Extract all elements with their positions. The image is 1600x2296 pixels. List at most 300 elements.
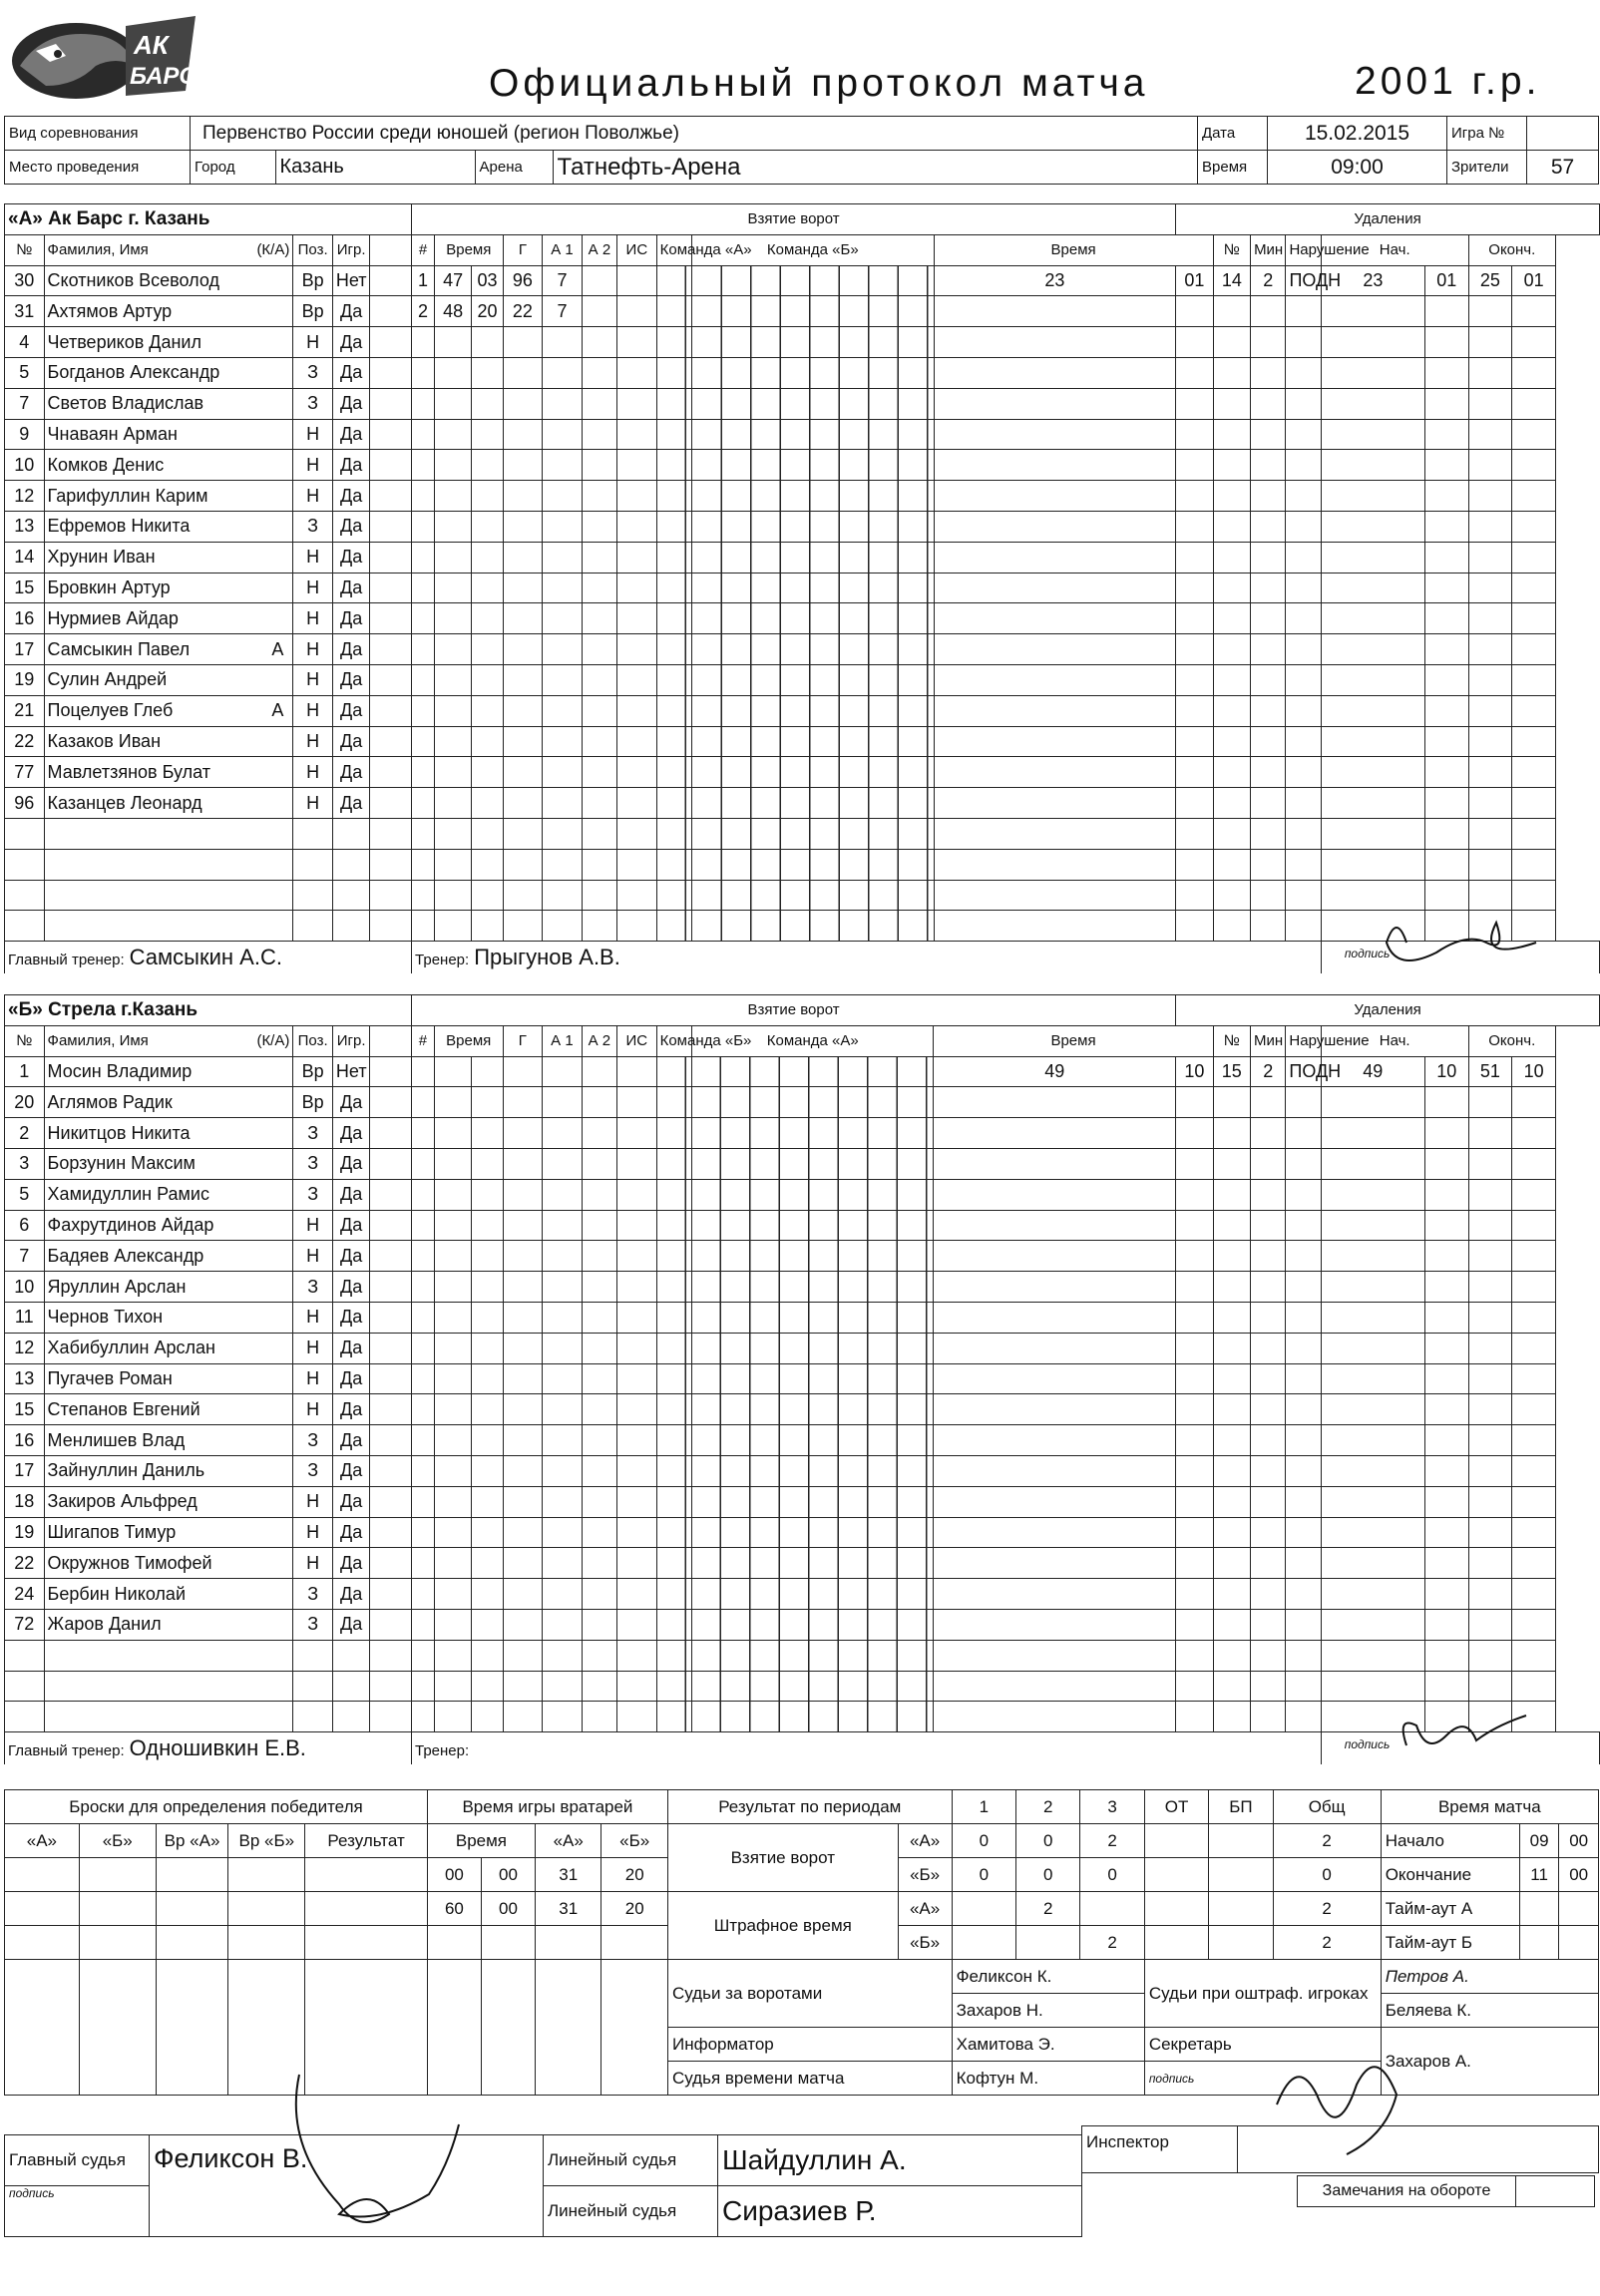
pen-end-min bbox=[1468, 695, 1512, 726]
pen-time-min bbox=[934, 450, 1176, 481]
goal-assist-2 bbox=[582, 296, 616, 327]
player-position: Н bbox=[293, 1363, 333, 1394]
goals-a-so bbox=[1209, 1824, 1273, 1858]
player-position: З bbox=[293, 1425, 333, 1456]
pen-start-min bbox=[1321, 1517, 1424, 1548]
player-position: Н bbox=[293, 1302, 333, 1333]
row-spacer bbox=[370, 1087, 412, 1118]
pen-minutes bbox=[1251, 481, 1286, 512]
player-played: Да bbox=[332, 388, 369, 419]
goal-seconds: 03 bbox=[472, 265, 503, 296]
player-row bbox=[5, 1517, 1600, 1548]
goal-assist-1 bbox=[543, 1579, 583, 1610]
pen-time-sec bbox=[1176, 849, 1213, 880]
goal-assist-1 bbox=[543, 634, 583, 665]
player-played: Да bbox=[332, 1333, 369, 1363]
team-other-grid bbox=[691, 1702, 934, 1732]
player-row bbox=[5, 788, 1600, 819]
player-number: 14 bbox=[5, 542, 45, 573]
goal-scorer bbox=[503, 1548, 543, 1579]
goal-minutes bbox=[434, 1118, 471, 1149]
pen-minutes bbox=[1251, 388, 1286, 419]
pen-end-sec bbox=[1512, 481, 1556, 512]
player-row bbox=[5, 1333, 1600, 1363]
col-play: Игр. bbox=[332, 1025, 369, 1056]
goal-assist-1 bbox=[543, 419, 583, 450]
player-played: Да bbox=[332, 1548, 369, 1579]
pen-player bbox=[1213, 1517, 1250, 1548]
goal-assist-2 bbox=[582, 1056, 616, 1087]
player-played bbox=[332, 818, 369, 849]
goal-assist-1 bbox=[543, 911, 583, 942]
player-played bbox=[332, 1640, 369, 1671]
player-played: Да bbox=[332, 634, 369, 665]
goal-seconds bbox=[472, 1148, 503, 1179]
pen-end-sec: 01 bbox=[1512, 265, 1556, 296]
row-spacer bbox=[370, 1517, 412, 1548]
player-row bbox=[5, 1394, 1600, 1425]
pen-end-sec bbox=[1512, 388, 1556, 419]
pen-violation bbox=[1286, 1425, 1321, 1456]
goal-scorer: 96 bbox=[503, 265, 543, 296]
pen-minutes bbox=[1251, 1394, 1286, 1425]
pen-time-min bbox=[934, 695, 1176, 726]
head-coach-cell bbox=[5, 1732, 412, 1765]
goal-situation bbox=[617, 726, 657, 757]
pen-start-min bbox=[1321, 419, 1424, 450]
player-position: Н bbox=[293, 573, 333, 603]
pen-start-sec bbox=[1424, 1241, 1468, 1272]
team-own-grid bbox=[656, 1486, 691, 1517]
goal-seconds bbox=[472, 481, 503, 512]
goal-seconds: 20 bbox=[472, 296, 503, 327]
pen-time-min bbox=[934, 757, 1176, 788]
player-row bbox=[5, 1671, 1600, 1702]
pen-player bbox=[1213, 1118, 1250, 1149]
row-spacer bbox=[370, 511, 412, 542]
goal-scorer bbox=[503, 1179, 543, 1210]
goal-number bbox=[412, 511, 435, 542]
goal-assist-2 bbox=[582, 511, 616, 542]
pen-time-min bbox=[934, 573, 1176, 603]
team-own-grid bbox=[656, 1148, 691, 1179]
player-played: Да bbox=[332, 1394, 369, 1425]
pen-time-sec bbox=[1176, 603, 1213, 634]
team-other-grid bbox=[691, 1486, 934, 1517]
goalie-row1-b: 20 bbox=[601, 1858, 668, 1892]
goal-assist-2 bbox=[582, 542, 616, 573]
pen-time-sec bbox=[1176, 818, 1213, 849]
goal-minutes bbox=[434, 1517, 471, 1548]
team-other-grid bbox=[692, 757, 935, 788]
pen-minutes bbox=[1251, 1486, 1286, 1517]
team-other-grid bbox=[692, 542, 935, 573]
pen-violation bbox=[1286, 1148, 1321, 1179]
player-played: Да bbox=[332, 1179, 369, 1210]
pen-player bbox=[1213, 573, 1250, 603]
pen-time-sec bbox=[1176, 1394, 1213, 1425]
team-own-grid bbox=[656, 419, 691, 450]
pen-time-sec bbox=[1176, 1241, 1213, 1272]
match-time-title: Время матча bbox=[1381, 1790, 1598, 1824]
goal-seconds bbox=[472, 1671, 503, 1702]
col-goal-scorer: Г bbox=[503, 1025, 543, 1056]
pen-violation bbox=[1286, 695, 1321, 726]
goal-number bbox=[412, 1702, 435, 1732]
col-pen-min: Мин bbox=[1251, 1025, 1286, 1056]
pen-start-min bbox=[1321, 726, 1424, 757]
player-row bbox=[5, 849, 1600, 880]
goal-minutes bbox=[434, 664, 471, 695]
pen-time-min bbox=[934, 603, 1176, 634]
row-spacer bbox=[370, 1302, 412, 1333]
pen-end-sec bbox=[1512, 695, 1556, 726]
pen-end-sec bbox=[1512, 603, 1556, 634]
player-played: Да bbox=[332, 511, 369, 542]
head-coach-label: Главный тренер: bbox=[8, 952, 125, 969]
player-name-text: Ефремов Никита bbox=[47, 516, 191, 537]
pen-start-min bbox=[1321, 327, 1424, 358]
goal-situation bbox=[617, 664, 657, 695]
pen-time-min bbox=[934, 1363, 1176, 1394]
game-number-value bbox=[1527, 117, 1599, 151]
row-spacer bbox=[370, 1394, 412, 1425]
pim-a-p2: 2 bbox=[1016, 1892, 1080, 1926]
player-number: 19 bbox=[5, 664, 45, 695]
player-number bbox=[5, 911, 45, 942]
pen-time-min bbox=[934, 1640, 1176, 1671]
pen-start-sec bbox=[1424, 1671, 1468, 1702]
pen-minutes bbox=[1251, 1302, 1286, 1333]
goal-seconds bbox=[472, 603, 503, 634]
pen-start-sec bbox=[1424, 1394, 1468, 1425]
team-other-grid bbox=[691, 1548, 934, 1579]
player-row bbox=[5, 911, 1600, 942]
col-pen-time: Время bbox=[934, 234, 1213, 265]
pen-time-sec bbox=[1176, 1702, 1213, 1732]
head-coach-value: Одношивкин Е.В. bbox=[129, 1735, 306, 1761]
player-row bbox=[5, 327, 1600, 358]
goals-a-p1: 0 bbox=[952, 1824, 1015, 1858]
player-number: 21 bbox=[5, 695, 45, 726]
player-position: Н bbox=[293, 419, 333, 450]
player-played: Да bbox=[332, 1087, 369, 1118]
pen-time-min bbox=[934, 1241, 1176, 1272]
pen-minutes bbox=[1251, 695, 1286, 726]
goal-assist-2 bbox=[582, 1179, 616, 1210]
team-own-grid bbox=[656, 1302, 691, 1333]
player-number: 2 bbox=[5, 1118, 45, 1149]
player-name bbox=[44, 634, 293, 665]
player-name-text: Жаров Данил bbox=[47, 1614, 162, 1635]
pen-start-sec bbox=[1424, 1087, 1468, 1118]
pen-violation bbox=[1286, 1609, 1321, 1640]
pen-end-min bbox=[1468, 603, 1512, 634]
goalie-a-header: «А» bbox=[535, 1824, 600, 1858]
pen-end-sec bbox=[1512, 911, 1556, 942]
pen-time-sec bbox=[1176, 1333, 1213, 1363]
pen-end-sec: 10 bbox=[1512, 1056, 1556, 1087]
pen-end-sec bbox=[1512, 1272, 1556, 1303]
goal-assist-2 bbox=[582, 1640, 616, 1671]
team-other-grid bbox=[692, 419, 935, 450]
inspector-label: Инспектор bbox=[1082, 2126, 1238, 2173]
col-pen-min: Мин bbox=[1251, 234, 1286, 265]
goalie-row2-ss: 00 bbox=[481, 1892, 535, 1926]
pen-start-min bbox=[1321, 1425, 1424, 1456]
player-name-text: Богданов Александр bbox=[47, 362, 220, 383]
pen-violation bbox=[1286, 664, 1321, 695]
goal-situation bbox=[617, 1517, 657, 1548]
pen-violation bbox=[1286, 1118, 1321, 1149]
goal-minutes bbox=[434, 1363, 471, 1394]
pen-minutes bbox=[1251, 419, 1286, 450]
pen-time-min bbox=[934, 911, 1176, 942]
goal-scorer bbox=[503, 1579, 543, 1610]
pen-end-sec bbox=[1512, 511, 1556, 542]
pen-time-sec bbox=[1176, 1455, 1213, 1486]
pen-start-min bbox=[1321, 1333, 1424, 1363]
pen-end-sec bbox=[1512, 1702, 1556, 1732]
player-name-text: Поцелуев Глеб bbox=[47, 700, 174, 721]
player-name bbox=[44, 1087, 293, 1118]
team-own-grid bbox=[656, 695, 691, 726]
pen-time-sec bbox=[1176, 726, 1213, 757]
arena-value: Татнефть-Арена bbox=[557, 153, 741, 181]
pen-end-sec bbox=[1512, 1425, 1556, 1456]
goal-situation bbox=[617, 1179, 657, 1210]
goal-minutes bbox=[434, 1302, 471, 1333]
goal-assist-1 bbox=[543, 1179, 583, 1210]
match-info-table bbox=[4, 116, 1599, 185]
signature-cell bbox=[1321, 942, 1599, 974]
player-name-text: Зайнуллин Даниль bbox=[47, 1460, 205, 1481]
goal-situation bbox=[617, 1118, 657, 1149]
team-own-grid bbox=[656, 1272, 691, 1303]
pen-start-sec bbox=[1424, 542, 1468, 573]
goal-assist-1 bbox=[543, 1363, 583, 1394]
pen-minutes bbox=[1251, 1425, 1286, 1456]
pen-time-min: 23 bbox=[934, 265, 1176, 296]
pen-player bbox=[1213, 1179, 1250, 1210]
team-own-grid bbox=[656, 327, 691, 358]
team-own-grid bbox=[656, 1517, 691, 1548]
goal-situation bbox=[617, 880, 657, 911]
player-number: 30 bbox=[5, 265, 45, 296]
goal-seconds bbox=[472, 1333, 503, 1363]
row-spacer bbox=[370, 757, 412, 788]
team-other-grid bbox=[691, 1579, 934, 1610]
goal-number bbox=[412, 1425, 435, 1456]
player-played: Да bbox=[332, 788, 369, 819]
pen-end-min bbox=[1468, 1702, 1512, 1732]
pen-end-sec bbox=[1512, 1333, 1556, 1363]
pen-time-sec: 01 bbox=[1176, 265, 1213, 296]
goal-scorer bbox=[503, 634, 543, 665]
player-name bbox=[44, 911, 293, 942]
player-name bbox=[44, 1394, 293, 1425]
row-spacer bbox=[370, 1702, 412, 1732]
player-name-text: Менлишев Влад bbox=[47, 1429, 186, 1450]
goal-assist-1 bbox=[543, 818, 583, 849]
goalie-row1-mm: 00 bbox=[427, 1858, 481, 1892]
pen-time-min bbox=[934, 1179, 1176, 1210]
player-name-text: Бадяев Александр bbox=[47, 1245, 204, 1266]
player-name bbox=[44, 1486, 293, 1517]
team-own-grid bbox=[656, 1394, 691, 1425]
pen-minutes bbox=[1251, 818, 1286, 849]
player-number bbox=[5, 1640, 45, 1671]
pen-minutes bbox=[1251, 849, 1286, 880]
team-other-grid bbox=[691, 1272, 934, 1303]
player-number: 24 bbox=[5, 1579, 45, 1610]
row-spacer bbox=[370, 542, 412, 573]
col-pos: Поз. bbox=[293, 1025, 333, 1056]
goal-minutes bbox=[434, 1609, 471, 1640]
goal-minutes bbox=[434, 1548, 471, 1579]
player-played bbox=[332, 1702, 369, 1732]
goals-b-so bbox=[1209, 1858, 1273, 1892]
goal-scorer bbox=[503, 1087, 543, 1118]
goal-scorer bbox=[503, 664, 543, 695]
pen-end-sec bbox=[1512, 327, 1556, 358]
city-label: Город bbox=[191, 151, 275, 184]
period-2-header: 2 bbox=[1016, 1790, 1080, 1824]
goal-situation bbox=[617, 296, 657, 327]
shootout-title: Броски для определения победителя bbox=[5, 1790, 428, 1824]
pim-b-label: «Б» bbox=[898, 1926, 952, 1960]
pen-end-sec bbox=[1512, 1087, 1556, 1118]
player-position: Н bbox=[293, 1210, 333, 1241]
goal-scorer bbox=[503, 542, 543, 573]
goal-scorer bbox=[503, 573, 543, 603]
pen-minutes bbox=[1251, 1609, 1286, 1640]
goal-number bbox=[412, 357, 435, 388]
pen-violation: ПОДН bbox=[1286, 265, 1321, 296]
pen-start-min bbox=[1321, 695, 1424, 726]
pen-time-min bbox=[934, 1486, 1176, 1517]
goal-situation bbox=[617, 911, 657, 942]
player-row bbox=[5, 542, 1600, 573]
goal-minutes bbox=[434, 388, 471, 419]
inspector-value bbox=[1238, 2126, 1599, 2173]
head-coach-label: Главный тренер: bbox=[8, 1742, 125, 1760]
goal-assist-2 bbox=[582, 1609, 616, 1640]
player-name bbox=[44, 1579, 293, 1610]
pen-start-min bbox=[1321, 1671, 1424, 1702]
pen-start-sec bbox=[1424, 634, 1468, 665]
player-name bbox=[44, 542, 293, 573]
player-name-text: Гарифуллин Карим bbox=[47, 485, 208, 506]
player-name bbox=[44, 880, 293, 911]
goal-scorer bbox=[503, 818, 543, 849]
goals-a-label: «А» bbox=[898, 1824, 952, 1858]
pen-minutes bbox=[1251, 634, 1286, 665]
goals-b-p1: 0 bbox=[952, 1858, 1015, 1892]
date-value: 15.02.2015 bbox=[1268, 117, 1447, 151]
pen-start-min bbox=[1321, 849, 1424, 880]
goal-situation bbox=[617, 481, 657, 512]
player-name bbox=[44, 1179, 293, 1210]
pen-end-sec bbox=[1512, 757, 1556, 788]
goal-scorer bbox=[503, 1702, 543, 1732]
pen-time-sec bbox=[1176, 542, 1213, 573]
pen-start-min bbox=[1321, 1087, 1424, 1118]
row-spacer bbox=[370, 1609, 412, 1640]
goal-situation bbox=[617, 1241, 657, 1272]
pen-start-sec bbox=[1424, 1702, 1468, 1732]
goal-assist-2 bbox=[582, 1148, 616, 1179]
goal-scorer bbox=[503, 511, 543, 542]
linesman-1-label: Линейный судья bbox=[544, 2135, 718, 2186]
pen-minutes bbox=[1251, 664, 1286, 695]
pen-minutes bbox=[1251, 757, 1286, 788]
col-pos: Поз. bbox=[293, 234, 333, 265]
player-name bbox=[44, 1671, 293, 1702]
pen-start-min bbox=[1321, 450, 1424, 481]
informer-value: Хамитова Э. bbox=[952, 2028, 1144, 2062]
goal-assist-2 bbox=[582, 1302, 616, 1333]
player-position: Н bbox=[293, 1548, 333, 1579]
pen-time-sec bbox=[1176, 911, 1213, 942]
player-row bbox=[5, 388, 1600, 419]
pen-start-min bbox=[1321, 1118, 1424, 1149]
pen-time-min bbox=[934, 634, 1176, 665]
pen-time-min bbox=[934, 1455, 1176, 1486]
pen-time-min bbox=[934, 481, 1176, 512]
player-row bbox=[5, 1118, 1600, 1149]
pen-end-min bbox=[1468, 1087, 1512, 1118]
team-own-grid bbox=[656, 1579, 691, 1610]
player-position bbox=[293, 818, 333, 849]
team-own-grid bbox=[656, 818, 691, 849]
pim-a-ot bbox=[1144, 1892, 1208, 1926]
player-played: Да bbox=[332, 1455, 369, 1486]
player-name-text: Мавлетзянов Булат bbox=[47, 761, 210, 782]
pen-start-min bbox=[1321, 634, 1424, 665]
goal-minutes bbox=[434, 634, 471, 665]
player-row bbox=[5, 511, 1600, 542]
pen-player bbox=[1213, 419, 1250, 450]
player-number: 11 bbox=[5, 1302, 45, 1333]
goal-assist-1 bbox=[543, 1517, 583, 1548]
goal-number bbox=[412, 1210, 435, 1241]
pen-time-min bbox=[934, 849, 1176, 880]
player-number: 12 bbox=[5, 1333, 45, 1363]
team-other-grid bbox=[692, 603, 935, 634]
goal-seconds bbox=[472, 450, 503, 481]
linesman-2-value: Сиразиев Р. bbox=[718, 2186, 1082, 2237]
goal-judge-2: Захаров Н. bbox=[952, 1994, 1144, 2028]
pen-start-sec bbox=[1424, 1548, 1468, 1579]
player-played: Да bbox=[332, 1517, 369, 1548]
goal-situation bbox=[617, 1702, 657, 1732]
secretary-value: Захаров А. bbox=[1381, 2028, 1598, 2096]
pim-b-p3: 2 bbox=[1080, 1926, 1144, 1960]
player-number bbox=[5, 1702, 45, 1732]
pen-time-sec bbox=[1176, 1272, 1213, 1303]
goal-number: 2 bbox=[412, 296, 435, 327]
pen-end-min: 25 bbox=[1468, 265, 1512, 296]
goal-situation bbox=[617, 1548, 657, 1579]
timeout-a-label: Тайм-аут А bbox=[1381, 1892, 1519, 1926]
pen-end-min bbox=[1468, 1609, 1512, 1640]
goal-minutes bbox=[434, 911, 471, 942]
player-name-text: Закиров Альфред bbox=[47, 1491, 198, 1512]
page-title: Официальный протокол матча bbox=[489, 62, 1149, 105]
pen-start-sec bbox=[1424, 1609, 1468, 1640]
goal-situation bbox=[617, 603, 657, 634]
